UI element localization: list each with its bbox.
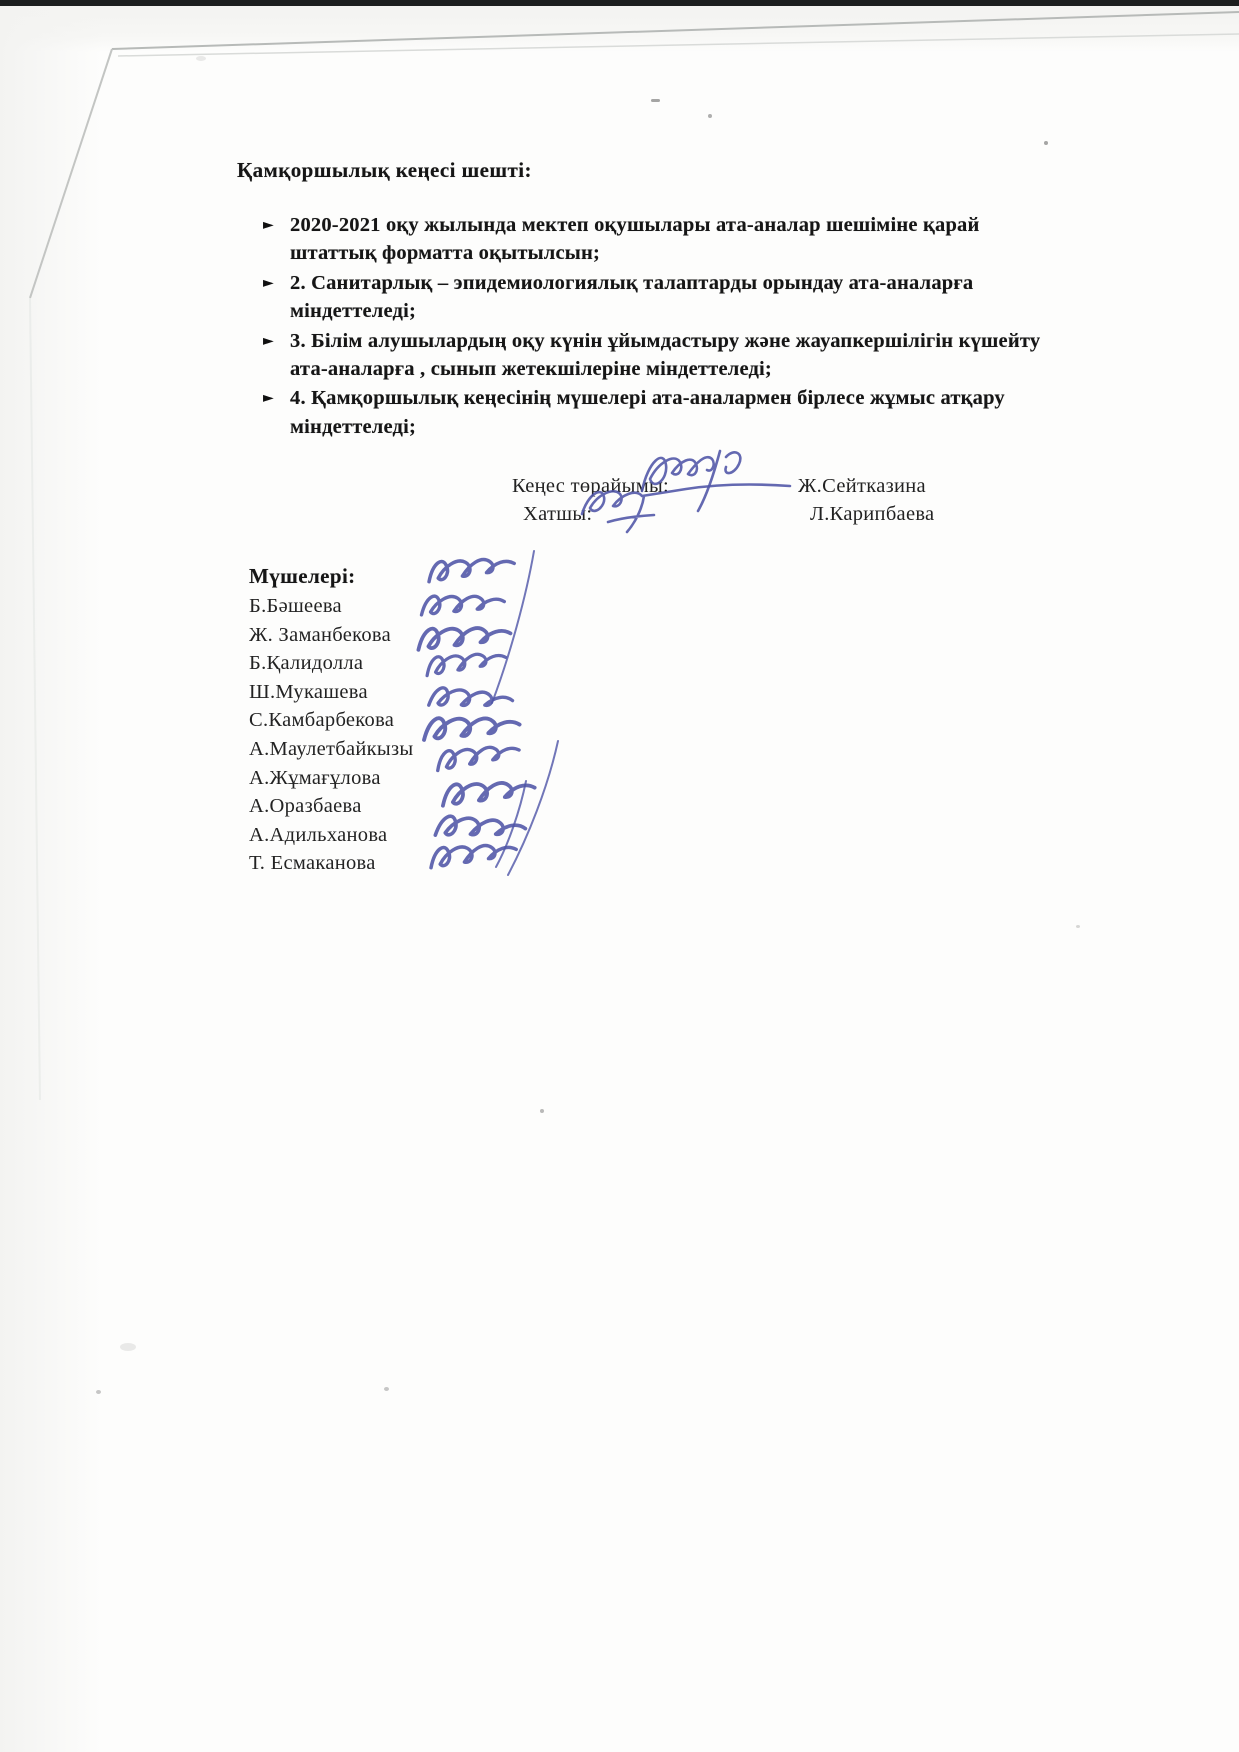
- decision-text: 2020-2021 оқу жылында мектеп оқушылары ата-аналар шешіміне қарай штаттық форматта оқытылсын;: [290, 214, 980, 265]
- members-heading: Мүшелері:: [249, 564, 356, 588]
- scan-speck: [708, 114, 712, 118]
- member-name: С.Камбарбекова: [249, 709, 395, 732]
- secretary-name: Л.Карипбаева: [810, 503, 935, 525]
- secretary-label: Хатшы:: [523, 503, 593, 525]
- scanner-edge-band: [0, 0, 1239, 6]
- member-name: А.Адильханова: [249, 823, 388, 846]
- scan-speck: [1076, 925, 1080, 928]
- member-name: А.Жұмағұлова: [249, 766, 381, 789]
- scan-speck: [1044, 141, 1048, 145]
- secretary-signature-row: [523, 503, 935, 526]
- member-name: А.Маулетбайкызы: [249, 737, 414, 760]
- member-name: Т. Есмаканова: [249, 852, 376, 875]
- decision-text: 3. Білім алушылардың оқу күнін ұйымдастыру және жауапкершілігін күшейту ата-аналарға , сынып жетекшілеріне міндеттеледі;: [290, 329, 1041, 381]
- chairman-name: Ж.Сейтказина: [798, 475, 926, 497]
- scan-shadow-left: [0, 0, 120, 1752]
- scan-speck: [196, 56, 206, 61]
- decision-item: [263, 327, 1053, 384]
- triangle-bullet-icon: ►: [263, 217, 274, 233]
- decision-item: [263, 384, 1053, 441]
- triangle-bullet-icon: ►: [263, 332, 274, 349]
- member-name: Б.Қалидолла: [249, 652, 364, 675]
- member-name: Ж. Заманбекова: [249, 623, 392, 646]
- chairman-label: Кеңес төрайымы:: [512, 475, 670, 497]
- scan-shadow-top: [0, 0, 1239, 52]
- triangle-bullet-icon: ►: [263, 274, 274, 291]
- scan-speck: [651, 99, 660, 102]
- document-title: Қамқоршылық кеңесі шешті:: [237, 158, 532, 182]
- decision-item: [263, 211, 1053, 268]
- scan-speck: [96, 1390, 101, 1394]
- member-name: Ш.Мукашева: [249, 680, 368, 703]
- decision-text: 4. Қамқоршылық кеңесінің мүшелері ата-аналармен бірлесе жұмыс атқару міндеттеледі;: [290, 387, 1005, 438]
- members-list: [249, 592, 413, 878]
- chairman-signature-row: [512, 475, 926, 498]
- member-name: Б.Бәшеева: [249, 595, 342, 617]
- member-signatures: [408, 545, 608, 905]
- decision-item: [263, 269, 1053, 326]
- scan-speck: [384, 1387, 389, 1391]
- scan-speck: [120, 1343, 136, 1351]
- triangle-bullet-icon: ►: [263, 390, 274, 407]
- member-name: А.Оразбаева: [249, 795, 362, 818]
- decision-list: [263, 211, 1053, 442]
- decision-text: 2. Санитарлық – эпидемиологиялық талаптарды орындау ата-аналарға міндеттеледі;: [290, 271, 974, 323]
- scan-speck: [540, 1109, 544, 1113]
